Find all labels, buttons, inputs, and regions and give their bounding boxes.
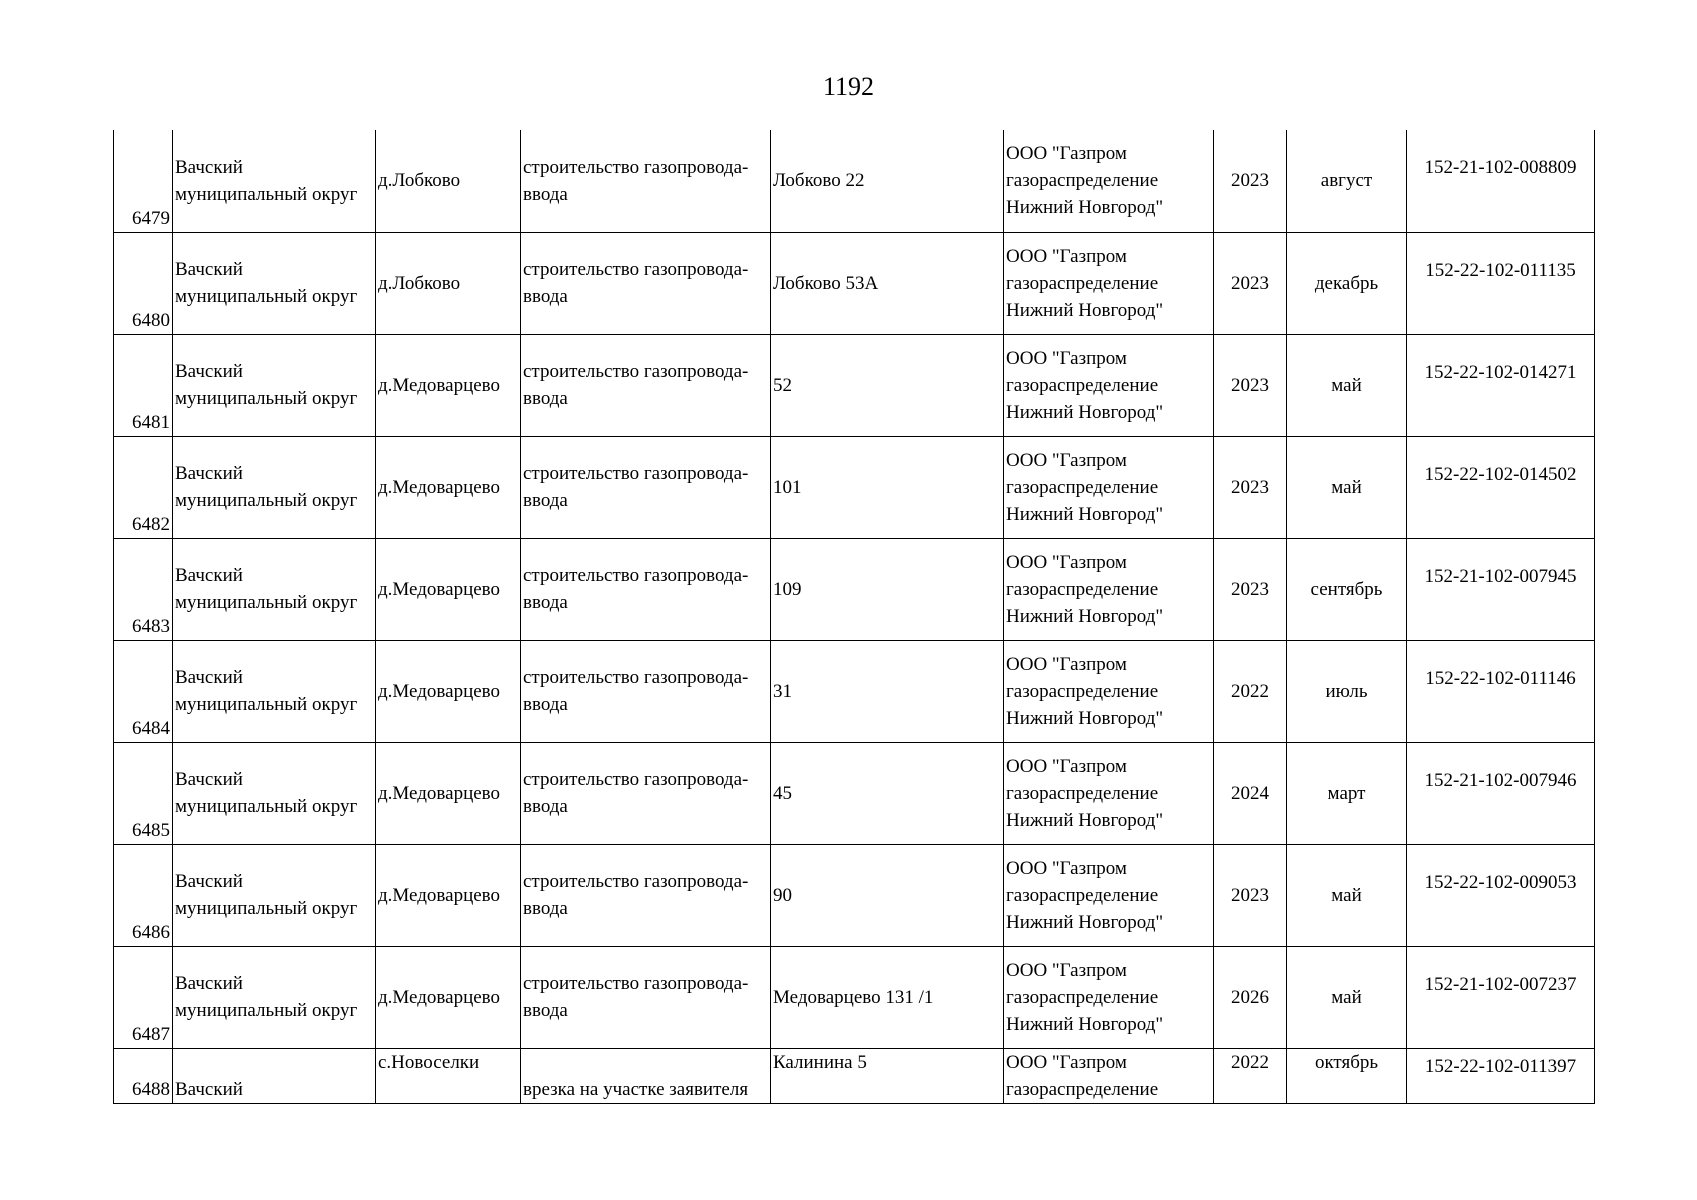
work-type-cell — [521, 844, 771, 946]
work-type-cell-line: ввода — [523, 388, 568, 409]
locality-cell: д.Медоварцево — [376, 844, 521, 946]
district-cell-line: муниципальный округ — [175, 592, 358, 613]
work-type-cell — [521, 232, 771, 334]
district-cell-line: муниципальный округ — [175, 490, 358, 511]
locality-cell: д.Медоварцево — [376, 640, 521, 742]
locality-cell: д.Медоварцево — [376, 436, 521, 538]
month-cell: декабрь — [1287, 232, 1407, 334]
month-cell: август — [1287, 130, 1407, 232]
organization-cell-line: газораспределение — [1006, 272, 1159, 294]
row-number: 6481 — [114, 334, 173, 436]
year-cell: 2023 — [1214, 334, 1287, 436]
address-cell: Лобково 53А — [771, 232, 1004, 334]
organization-cell-line: газораспределение — [1006, 680, 1159, 702]
district-cell-line: муниципальный округ — [175, 1000, 358, 1021]
row-number: 6484 — [114, 640, 173, 742]
application-code-cell: 152-22-102-011146 — [1407, 640, 1595, 742]
locality-cell: д.Медоварцево — [376, 742, 521, 844]
district-cell-line: муниципальный округ — [175, 796, 358, 817]
table-row — [114, 436, 1595, 538]
application-code-cell: 152-22-102-014502 — [1407, 436, 1595, 538]
table-row — [114, 232, 1595, 334]
district-cell — [173, 1048, 376, 1103]
table-row — [114, 640, 1595, 742]
organization-cell — [1004, 742, 1214, 844]
work-type-cell-line: строительство газопровода- — [523, 871, 749, 892]
table-row — [114, 334, 1595, 436]
work-type-cell — [521, 436, 771, 538]
work-type-cell-line: ввода — [523, 490, 568, 511]
organization-cell-line: Нижний Новгород" — [1006, 605, 1164, 627]
organization-cell — [1004, 232, 1214, 334]
organization-cell-line: ООО "Газпром — [1006, 1051, 1127, 1073]
district-cell — [173, 436, 376, 538]
address-cell: 45 — [771, 742, 1004, 844]
organization-cell-line: газораспределение — [1006, 1078, 1159, 1100]
organization-cell-line: ООО "Газпром — [1006, 755, 1127, 777]
work-type-cell — [521, 640, 771, 742]
month-cell: сентябрь — [1287, 538, 1407, 640]
table-row — [114, 1048, 1595, 1103]
district-cell-line: муниципальный округ — [175, 694, 358, 715]
district-cell-line: Вачский — [175, 871, 243, 892]
organization-cell-line: Нижний Новгород" — [1006, 401, 1164, 423]
organization-cell-line: газораспределение — [1006, 374, 1159, 396]
organization-cell — [1004, 640, 1214, 742]
month-cell: май — [1287, 334, 1407, 436]
row-number: 6485 — [114, 742, 173, 844]
month-cell: май — [1287, 436, 1407, 538]
work-type-cell-line: строительство газопровода- — [523, 463, 749, 484]
locality-cell: д.Лобково — [376, 232, 521, 334]
table-row — [114, 742, 1595, 844]
work-type-cell-line: строительство газопровода- — [523, 667, 749, 688]
work-type-cell-line: ввода — [523, 898, 568, 919]
district-cell — [173, 334, 376, 436]
district-cell — [173, 946, 376, 1048]
row-number: 6479 — [114, 130, 173, 232]
month-cell: март — [1287, 742, 1407, 844]
year-cell: 2023 — [1214, 130, 1287, 232]
page-number: 1192 — [822, 72, 875, 101]
row-number: 6487 — [114, 946, 173, 1048]
district-cell — [173, 742, 376, 844]
table-row — [114, 538, 1595, 640]
district-cell-line: муниципальный округ — [175, 286, 358, 307]
organization-cell-line: газораспределение — [1006, 170, 1159, 192]
locality-cell: с.Новоселки — [376, 1048, 521, 1103]
organization-cell-line: ООО "Газпром — [1006, 245, 1127, 267]
row-number: 6483 — [114, 538, 173, 640]
organization-cell-line: Нижний Новгород" — [1006, 1013, 1164, 1035]
locality-cell: д.Лобково — [376, 130, 521, 232]
table-row — [114, 844, 1595, 946]
district-cell-line: Вачский — [175, 156, 243, 178]
data-table — [113, 130, 1595, 1104]
organization-cell — [1004, 946, 1214, 1048]
work-type-cell — [521, 742, 771, 844]
district-cell-line: муниципальный округ — [175, 388, 358, 409]
organization-cell-line: газораспределение — [1006, 986, 1159, 1008]
application-code-cell: 152-21-102-008809 — [1407, 130, 1595, 232]
application-code-cell: 152-22-102-009053 — [1407, 844, 1595, 946]
address-cell: 101 — [771, 436, 1004, 538]
address-cell: Медоварцево 131 /1 — [771, 946, 1004, 1048]
work-type-cell-line: ввода — [523, 694, 568, 715]
locality-cell: д.Медоварцево — [376, 334, 521, 436]
district-cell — [173, 130, 376, 232]
organization-cell-line: ООО "Газпром — [1006, 347, 1127, 369]
work-type-cell-line: ввода — [523, 183, 568, 205]
organization-cell-line: ООО "Газпром — [1006, 143, 1127, 165]
locality-cell: д.Медоварцево — [376, 538, 521, 640]
work-type-cell — [521, 130, 771, 232]
application-code-cell: 152-21-102-007945 — [1407, 538, 1595, 640]
district-cell-line: муниципальный округ — [175, 898, 358, 919]
organization-cell — [1004, 538, 1214, 640]
district-cell-line: Вачский — [175, 565, 243, 586]
organization-cell-line: Нижний Новгород" — [1006, 707, 1164, 729]
row-number: 6482 — [114, 436, 173, 538]
organization-cell-line: ООО "Газпром — [1006, 857, 1127, 879]
table-row — [114, 946, 1595, 1048]
district-cell — [173, 232, 376, 334]
organization-cell-line: ООО "Газпром — [1006, 959, 1127, 981]
work-type-cell — [521, 334, 771, 436]
year-cell: 2024 — [1214, 742, 1287, 844]
address-cell: 90 — [771, 844, 1004, 946]
organization-cell-line: газораспределение — [1006, 476, 1159, 498]
row-number: 6488 — [114, 1048, 173, 1103]
application-code-cell: 152-21-102-007237 — [1407, 946, 1595, 1048]
work-type-cell-line: строительство газопровода- — [523, 361, 749, 382]
row-number: 6486 — [114, 844, 173, 946]
organization-cell-line: газораспределение — [1006, 578, 1159, 600]
work-type-cell-line: врезка на участке заявителя — [523, 1078, 749, 1100]
address-cell: Калинина 5 — [771, 1048, 1004, 1103]
organization-cell — [1004, 1048, 1214, 1103]
work-type-cell — [521, 538, 771, 640]
work-type-cell — [521, 946, 771, 1048]
district-cell-line: Вачский — [175, 463, 243, 484]
address-cell: 52 — [771, 334, 1004, 436]
table-body — [114, 130, 1595, 1103]
row-number: 6480 — [114, 232, 173, 334]
work-type-cell-line: ввода — [523, 1000, 568, 1021]
year-cell: 2022 — [1214, 1048, 1287, 1103]
work-type-cell-line: строительство газопровода- — [523, 259, 749, 280]
organization-cell-line: ООО "Газпром — [1006, 551, 1127, 573]
organization-cell-line: Нижний Новгород" — [1006, 503, 1164, 525]
organization-cell — [1004, 334, 1214, 436]
district-cell-line: Вачский — [175, 973, 243, 994]
work-type-cell-line: строительство газопровода- — [523, 973, 749, 994]
work-type-cell-line: строительство газопровода- — [523, 769, 749, 790]
year-cell: 2023 — [1214, 844, 1287, 946]
year-cell: 2023 — [1214, 436, 1287, 538]
year-cell: 2026 — [1214, 946, 1287, 1048]
year-cell: 2023 — [1214, 538, 1287, 640]
district-cell-line: Вачский — [175, 769, 243, 790]
organization-cell — [1004, 130, 1214, 232]
work-type-cell — [521, 1048, 771, 1103]
district-cell — [173, 538, 376, 640]
organization-cell-line: Нижний Новгород" — [1006, 299, 1164, 321]
year-cell: 2023 — [1214, 232, 1287, 334]
organization-cell-line: ООО "Газпром — [1006, 653, 1127, 675]
district-cell-line: Вачский — [175, 667, 243, 688]
work-type-cell-line: строительство газопровода- — [523, 156, 749, 178]
application-code-cell: 152-21-102-007946 — [1407, 742, 1595, 844]
table-row — [114, 130, 1595, 232]
organization-cell-line: ООО "Газпром — [1006, 449, 1127, 471]
locality-cell: д.Медоварцево — [376, 946, 521, 1048]
address-cell: 109 — [771, 538, 1004, 640]
organization-cell — [1004, 436, 1214, 538]
organization-cell-line: газораспределение — [1006, 884, 1159, 906]
organization-cell-line: Нижний Новгород" — [1006, 197, 1164, 219]
district-cell-line: муниципальный округ — [175, 183, 358, 205]
work-type-cell-line: ввода — [523, 796, 568, 817]
district-cell — [173, 844, 376, 946]
month-cell: июль — [1287, 640, 1407, 742]
organization-cell-line: Нижний Новгород" — [1006, 911, 1164, 933]
district-cell-line: Вачский — [175, 259, 243, 280]
organization-cell-line: газораспределение — [1006, 782, 1159, 804]
application-code-cell: 152-22-102-011135 — [1407, 232, 1595, 334]
application-code-cell: 152-22-102-014271 — [1407, 334, 1595, 436]
work-type-cell-line: строительство газопровода- — [523, 565, 749, 586]
district-cell-line: Вачский — [175, 361, 243, 382]
organization-cell-line: Нижний Новгород" — [1006, 809, 1164, 831]
address-cell: 31 — [771, 640, 1004, 742]
month-cell: май — [1287, 844, 1407, 946]
year-cell: 2022 — [1214, 640, 1287, 742]
month-cell: октябрь — [1287, 1048, 1407, 1103]
month-cell: май — [1287, 946, 1407, 1048]
district-cell — [173, 640, 376, 742]
district-cell-line: Вачский — [175, 1078, 243, 1100]
work-type-cell-line: ввода — [523, 286, 568, 307]
work-type-cell-line: ввода — [523, 592, 568, 613]
organization-cell — [1004, 844, 1214, 946]
application-code-cell: 152-22-102-011397 — [1407, 1048, 1595, 1103]
address-cell: Лобково 22 — [771, 130, 1004, 232]
